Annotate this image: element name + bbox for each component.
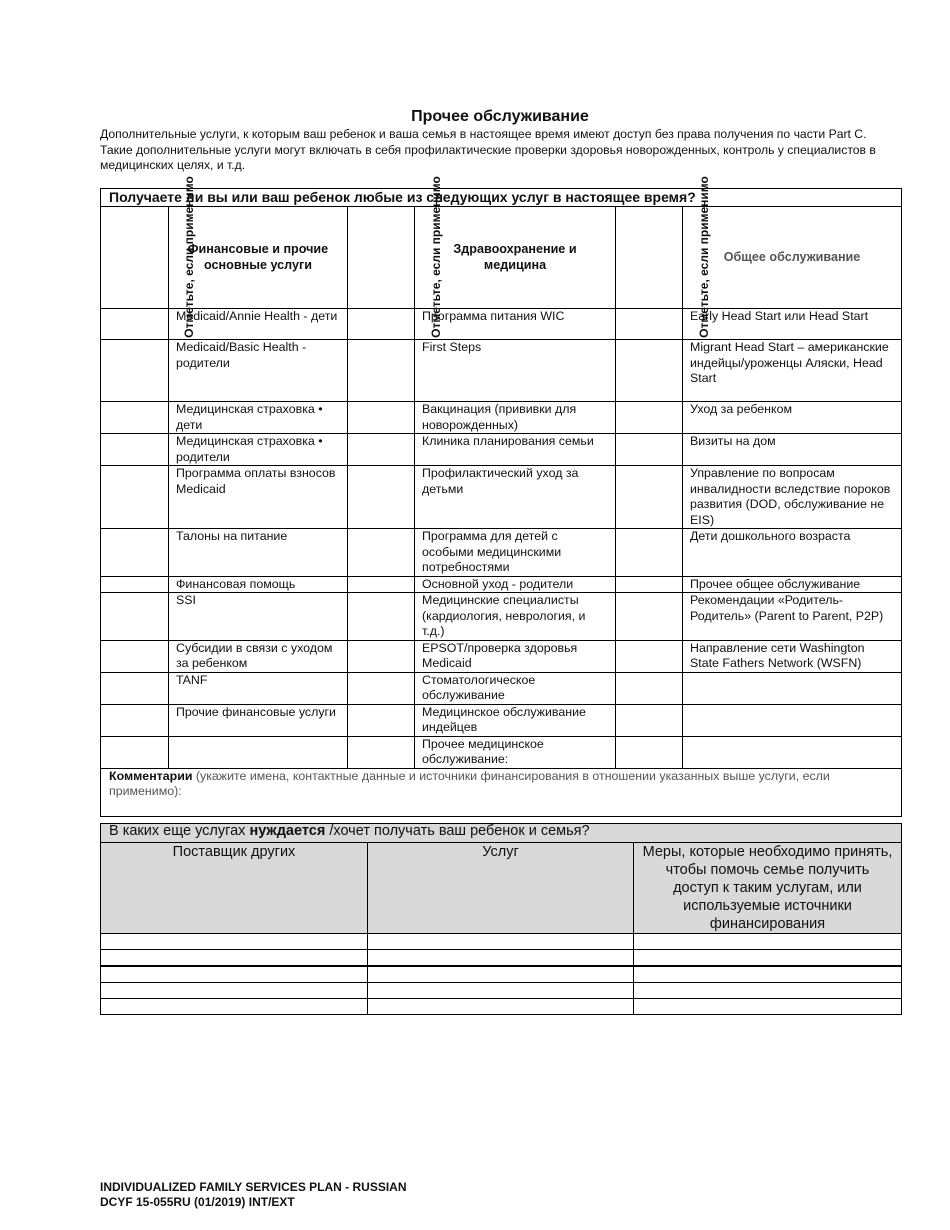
- column-header-provider: Поставщик других: [101, 843, 368, 934]
- checkbox-cell[interactable]: [101, 529, 169, 577]
- service-general: Визиты на дом: [683, 434, 902, 466]
- provider-cell[interactable]: [101, 966, 368, 983]
- service-health: Стоматологическое обслуживание: [415, 672, 616, 704]
- needs-question: В каких еще услугах нуждается /хочет получать ваш ребенок и семья?: [101, 824, 902, 843]
- checkbox-cell[interactable]: [348, 466, 415, 529]
- service-general: Направление сети Washington State Fathers Network (WSFN): [683, 640, 902, 672]
- service-health: Медицинские специалисты (кардиология, неврология, и т.д.): [415, 593, 616, 641]
- footer-form-number: DCYF 15-055RU (01/2019) INT/EXT: [100, 1194, 295, 1209]
- check-header: Отметьте, если применимо: [616, 207, 683, 309]
- checkbox-cell[interactable]: [348, 576, 415, 593]
- service-health: Программа для детей с особыми медицинскими потребностями: [415, 529, 616, 577]
- service-general: Migrant Head Start – американские индейцы/уроженцы Аляски, Head Start: [683, 340, 902, 402]
- service-health: Основной уход - родители: [415, 576, 616, 593]
- table-row: [101, 576, 902, 593]
- table-row: [101, 593, 902, 641]
- service-financial: Программа оплаты взносов Medicaid: [169, 466, 348, 529]
- checkbox-cell[interactable]: [348, 529, 415, 577]
- service-financial: [169, 736, 348, 768]
- service-financial: Медицинская страховка • родители: [169, 434, 348, 466]
- checkbox-cell[interactable]: [616, 576, 683, 593]
- column-header-steps: Меры, которые необходимо принять, чтобы помочь семье получить доступ к таким услугам, или используемые источники финансирования: [634, 843, 902, 934]
- column-header-health: Здравоохранение и медицина: [415, 207, 616, 309]
- table-row: [101, 999, 902, 1015]
- service-financial: Талоны на питание: [169, 529, 348, 577]
- checkbox-cell[interactable]: [348, 672, 415, 704]
- service-health: First Steps: [415, 340, 616, 402]
- service-financial: Medicaid/Basic Health - родители: [169, 340, 348, 402]
- checkbox-cell[interactable]: [101, 593, 169, 641]
- checkbox-cell[interactable]: [616, 309, 683, 340]
- checkbox-cell[interactable]: [101, 704, 169, 736]
- checkbox-cell[interactable]: [616, 704, 683, 736]
- checkbox-cell[interactable]: [616, 736, 683, 768]
- checkbox-cell[interactable]: [616, 402, 683, 434]
- service-general: Уход за ребенком: [683, 402, 902, 434]
- checkbox-cell[interactable]: [616, 672, 683, 704]
- comments-instructions: (укажите имена, контактные данные и источники финансирования в отношении указанных выше услуги, если применимо):: [109, 768, 830, 798]
- service-health: Прочее медицинское обслуживание:: [415, 736, 616, 768]
- checkbox-cell[interactable]: [101, 340, 169, 402]
- service-financial: Медицинская страховка • дети: [169, 402, 348, 434]
- checkbox-cell[interactable]: [348, 309, 415, 340]
- checkbox-cell[interactable]: [616, 434, 683, 466]
- checkbox-cell[interactable]: [101, 640, 169, 672]
- steps-cell[interactable]: [634, 983, 902, 999]
- checkbox-cell[interactable]: [348, 434, 415, 466]
- checkbox-cell[interactable]: [101, 309, 169, 340]
- steps-cell[interactable]: [634, 934, 902, 950]
- service-general: [683, 736, 902, 768]
- table-row: [101, 434, 902, 466]
- checkbox-cell[interactable]: [616, 340, 683, 402]
- service-financial: Субсидии в связи с уходом за ребенком: [169, 640, 348, 672]
- table-row: [101, 934, 902, 950]
- table-row: [101, 672, 902, 704]
- checkbox-cell[interactable]: [348, 736, 415, 768]
- check-header: Отметьте, если применимо: [348, 207, 415, 309]
- services-table: [100, 175, 902, 817]
- table-row: [101, 704, 902, 736]
- service-financial: TANF: [169, 672, 348, 704]
- service-general: [683, 704, 902, 736]
- table-row: [101, 402, 902, 434]
- steps-cell[interactable]: [634, 950, 902, 967]
- table-row: [101, 529, 902, 577]
- service-general: Прочее общее обслуживание: [683, 576, 902, 593]
- column-header-general: Общее обслуживание: [683, 207, 902, 309]
- checkbox-cell[interactable]: [348, 704, 415, 736]
- service-financial: SSI: [169, 593, 348, 641]
- service-general: [683, 672, 902, 704]
- checkbox-cell[interactable]: [101, 402, 169, 434]
- footer: [100, 1180, 407, 1209]
- service-financial: Прочие финансовые услуги: [169, 704, 348, 736]
- table-row: [101, 983, 902, 999]
- service-cell[interactable]: [368, 999, 634, 1015]
- check-header: Отметьте, если применимо: [101, 207, 169, 309]
- provider-cell[interactable]: [101, 983, 368, 999]
- footer-form-title: INDIVIDUALIZED FAMILY SERVICES PLAN - RUSSIAN: [100, 1180, 407, 1194]
- service-cell[interactable]: [368, 934, 634, 950]
- checkbox-cell[interactable]: [616, 529, 683, 577]
- comments-field[interactable]: [101, 768, 902, 816]
- intro-paragraph: Дополнительные услуги, к которым ваш ребенок и ваша семья в настоящее время имеют доступ без права получения по части Part C. Такие дополнительные услуги могут включать в себя профилактические проверки здоровья новорожденных, контроль у специалистов в медицинских целях, и т.д.: [100, 127, 876, 172]
- checkbox-cell[interactable]: [348, 402, 415, 434]
- steps-cell[interactable]: [634, 999, 902, 1015]
- service-health: Профилактический уход за детьми: [415, 466, 616, 529]
- service-general: Управление по вопросам инвалидности вследствие пороков развития (DOD, обслуживание не EIS): [683, 466, 902, 529]
- services-question: Получаете ли вы или ваш ребенок любые из следующих услуг в настоящее время?: [101, 189, 902, 207]
- service-financial: Medicaid/Annie Health - дети: [169, 309, 348, 340]
- checkbox-cell[interactable]: [101, 736, 169, 768]
- service-health: Медицинское обслуживание индейцев: [415, 704, 616, 736]
- column-header-financial: Финансовые и прочие основные услуги: [169, 207, 348, 309]
- service-financial: Финансовая помощь: [169, 576, 348, 593]
- steps-cell[interactable]: [634, 966, 902, 983]
- checkbox-cell[interactable]: [348, 593, 415, 641]
- service-health: Клиника планирования семьи: [415, 434, 616, 466]
- checkbox-cell[interactable]: [616, 640, 683, 672]
- table-row: [101, 950, 902, 967]
- service-cell[interactable]: [368, 966, 634, 983]
- service-general: Дети дошкольного возраста: [683, 529, 902, 577]
- table-row: [101, 640, 902, 672]
- column-header-services: Услуг: [368, 843, 634, 934]
- provider-cell[interactable]: [101, 950, 368, 967]
- checkbox-cell[interactable]: [101, 672, 169, 704]
- table-row: [101, 466, 902, 529]
- provider-cell[interactable]: [101, 934, 368, 950]
- checkbox-cell[interactable]: [616, 466, 683, 529]
- service-cell[interactable]: [368, 950, 634, 967]
- checkbox-cell[interactable]: [101, 576, 169, 593]
- needs-table: [100, 823, 902, 1015]
- table-row: [101, 340, 902, 402]
- table-row: [101, 966, 902, 983]
- page-title: Прочее обслуживание: [411, 108, 589, 125]
- service-health: Вакцинация (прививки для новорожденных): [415, 402, 616, 434]
- comments-row: [101, 768, 902, 816]
- comments-label: Комментарии: [109, 768, 193, 783]
- table-row: [101, 736, 902, 768]
- table-row: [101, 309, 902, 340]
- checkbox-cell[interactable]: [616, 593, 683, 641]
- checkbox-cell[interactable]: [101, 434, 169, 466]
- service-health: EPSOT/проверка здоровья Medicaid: [415, 640, 616, 672]
- service-health: Программа питания WIC: [415, 309, 616, 340]
- checkbox-cell[interactable]: [348, 340, 415, 402]
- service-cell[interactable]: [368, 983, 634, 999]
- service-general: Рекомендации «Родитель-Родитель» (Parent to Parent, P2P): [683, 593, 902, 641]
- provider-cell[interactable]: [101, 999, 368, 1015]
- checkbox-cell[interactable]: [348, 640, 415, 672]
- checkbox-cell[interactable]: [101, 466, 169, 529]
- service-general: Early Head Start или Head Start: [683, 309, 902, 340]
